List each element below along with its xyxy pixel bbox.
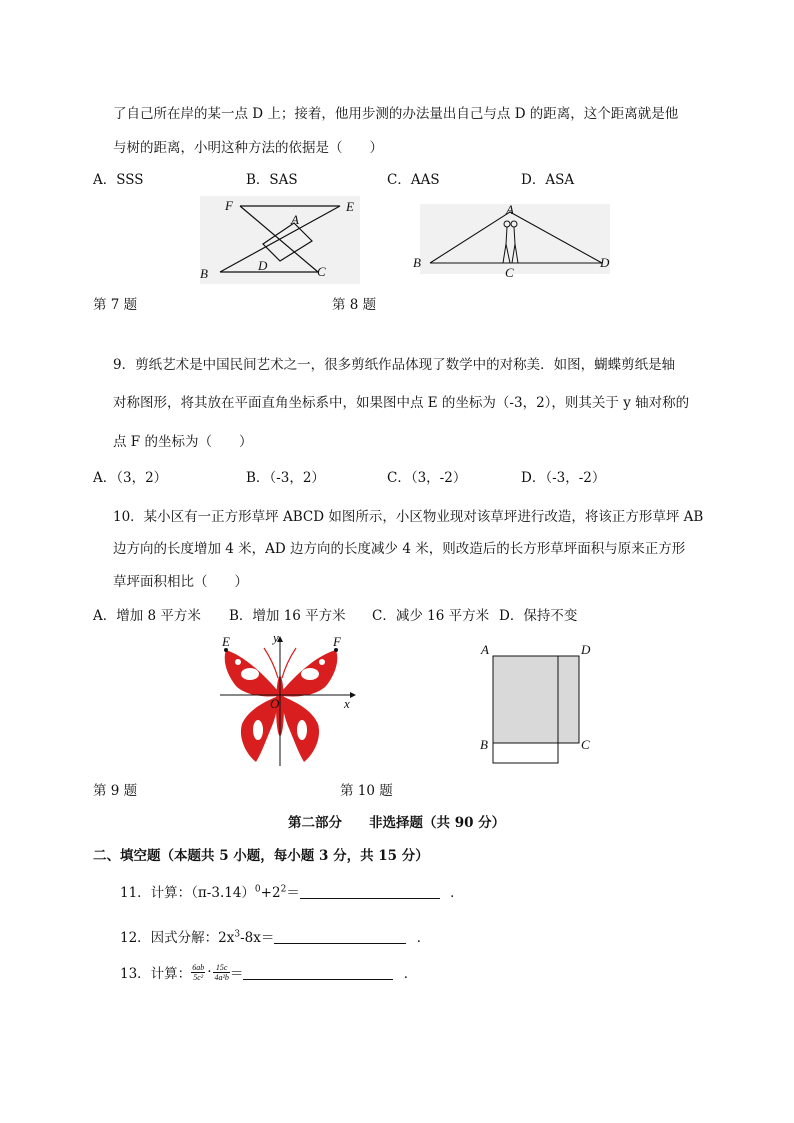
square-abcd	[493, 656, 579, 743]
figure-7	[200, 196, 354, 286]
figure-9-butterfly	[220, 630, 360, 766]
q11-exponent-2: 2	[280, 884, 287, 895]
label-e: E	[346, 199, 354, 214]
q13	[120, 962, 417, 982]
q11-period: ．	[450, 885, 464, 901]
q10-line2: 边方向的长度增加 4 米，AD 边方向的长度减少 4 米，则改造后的长方形草坪面积与原来正方形	[113, 541, 686, 557]
label-d: D	[581, 642, 591, 657]
q11-label: 11．计算：（π-3.14）	[120, 885, 255, 901]
q13-equals: ＝	[229, 966, 244, 982]
q13-frac2-numerator: 15c	[213, 963, 229, 973]
q9-line1: 9．剪纸艺术是中国民间艺术之一，很多剪纸作品体现了数学中的对称美．如图，蝴蝶剪纸是轴	[113, 357, 676, 373]
q12-exponent: 3	[234, 929, 241, 940]
label-d: D	[258, 258, 268, 273]
q13-fraction-1	[191, 963, 205, 982]
label-f: F	[225, 198, 233, 213]
q10-option-b: B．增加 16 平方米	[229, 608, 346, 624]
label-c: C	[317, 264, 326, 279]
label-b: B	[413, 255, 421, 270]
label-x: x	[344, 696, 350, 711]
q9-line2: 对称图形，将其放在平面直角坐标系中，如果图中点 E 的坐标为（-3，2），则其关于 y 轴对称的	[113, 395, 690, 411]
label-a: A	[481, 642, 489, 657]
q13-period: ．	[403, 966, 418, 982]
figure-10	[478, 640, 608, 780]
section2-title: 二、填空题（本题共 5 小题，每小题 3 分，共 15 分）	[93, 848, 429, 864]
q9-option-d: D．（-3，-2）	[521, 470, 606, 486]
q11-exponent-0: 0	[254, 884, 261, 895]
part2-title: 第二部分 非选择题（共 90 分）	[288, 815, 506, 831]
label-b: B	[480, 737, 488, 752]
label-a: A	[291, 212, 299, 227]
q10-option-a: A．增加 8 平方米	[93, 608, 201, 624]
caption-q10: 第 10 题	[340, 783, 393, 799]
q8-stem-line2: 与树的距离，小明这种方法的依据是（ ）	[113, 140, 383, 156]
q10-line1: 10．某小区有一正方形草坪 ABCD 如图所示，小区物业现对该草坪进行改造，将该正方形草坪 AB	[113, 509, 704, 525]
label-y: y	[273, 630, 279, 645]
q9-option-a: A．（3，2）	[93, 470, 168, 486]
q12-label: 12．因式分解：2x	[120, 930, 235, 946]
caption-q8: 第 8 题	[332, 297, 377, 313]
label-b: B	[200, 266, 208, 281]
x-axis-arrow	[350, 692, 356, 698]
label-a: A	[506, 202, 514, 217]
q13-frac1-denominator: 5c²	[193, 972, 204, 982]
label-e: E	[222, 634, 230, 649]
q11	[120, 881, 464, 901]
q8-stem-line1: 了自己所在岸的某一点 D 上；接着，他用步测的办法量出自己与点 D 的距离，这个距离就是他	[113, 106, 679, 122]
q13-label: 13．计算：	[120, 966, 192, 982]
q11-answer-blank[interactable]	[300, 884, 440, 899]
label-d: D	[600, 255, 610, 270]
q13-frac1-numerator: 6ab	[192, 962, 205, 972]
q8-option-c: C．AAS	[387, 172, 440, 188]
q9-line3: 点 F 的坐标为（ ）	[113, 434, 253, 450]
q13-frac2-denominator: 4a²b	[214, 972, 229, 982]
q10-line3: 草坪面积相比（ ）	[113, 574, 248, 590]
q13-fraction-2	[213, 963, 229, 982]
q8-option-d: D．ASA	[521, 172, 575, 188]
q13-answer-blank[interactable]	[243, 965, 393, 980]
q12-rest: -8x＝	[240, 930, 275, 946]
label-o: O	[270, 696, 280, 711]
label-c: C	[581, 737, 590, 752]
butterfly-wings	[225, 650, 338, 762]
q13-dot: ·	[207, 964, 212, 980]
q12-period: ．	[416, 930, 431, 946]
q10-option-d: D．保持不变	[499, 608, 578, 624]
q9-option-b: B．（-3，2）	[246, 470, 325, 486]
q11-equals: ＝	[286, 885, 300, 901]
figure-8	[410, 200, 610, 280]
q11-rest: +2	[260, 885, 281, 901]
label-c: C	[505, 265, 514, 280]
caption-q7: 第 7 题	[93, 297, 138, 313]
q8-option-a: A．SSS	[93, 172, 144, 188]
label-f: F	[333, 634, 341, 649]
q12	[120, 926, 430, 946]
q10-option-c: C．减少 16 平方米	[372, 608, 490, 624]
q9-option-c: C．（3，-2）	[387, 470, 467, 486]
q8-option-b: B．SAS	[246, 172, 298, 188]
caption-q9: 第 9 题	[93, 783, 138, 799]
q12-answer-blank[interactable]	[274, 929, 406, 944]
